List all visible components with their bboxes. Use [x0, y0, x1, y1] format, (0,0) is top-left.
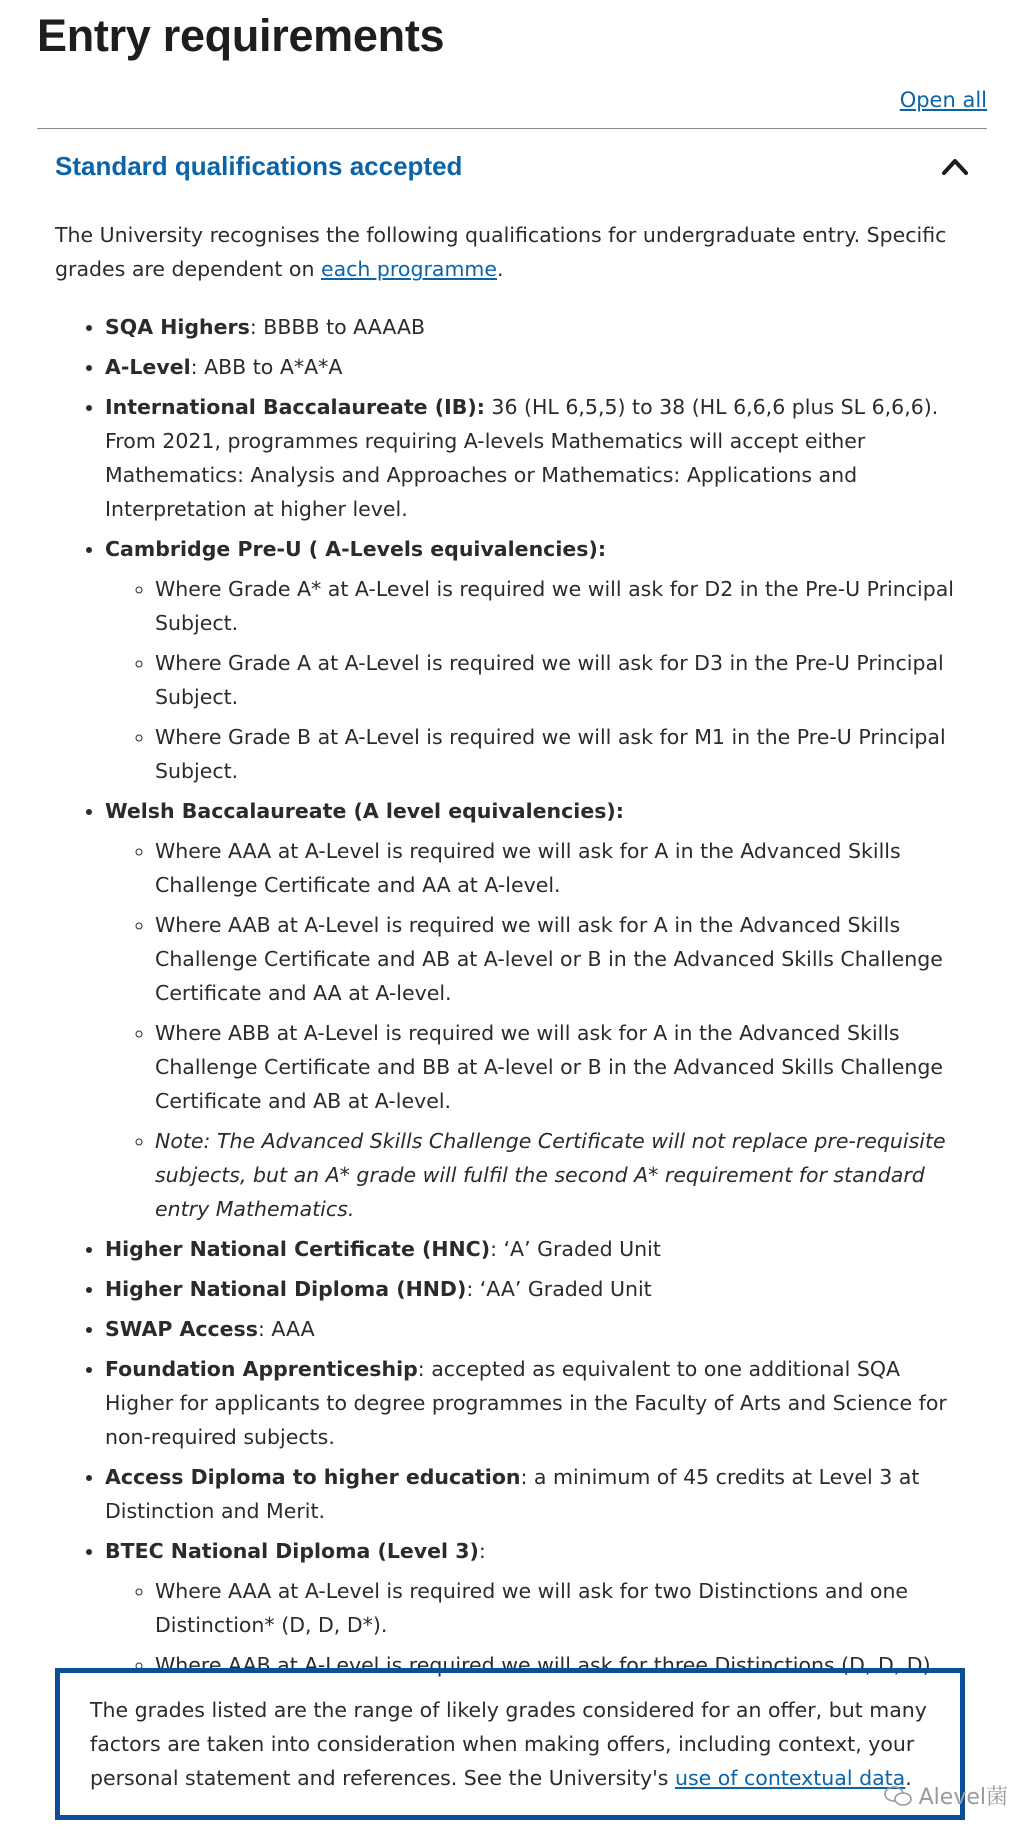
qualification-text: : AAA	[257, 1317, 315, 1341]
qualification-label: Access Diploma to higher education	[105, 1465, 521, 1489]
qualification-sublist	[105, 572, 967, 788]
qualification-sublist	[105, 834, 967, 1226]
qualification-subitem: ◦ Where AAB at A-Level is required we will ask for three Distinctions (D, D, D).	[155, 1648, 967, 1682]
qualification-subitem: ◦ Where Grade A* at A-Level is required we will ask for D2 in the Pre-U Principal Subject.	[155, 572, 967, 640]
page-title: Entry requirements	[37, 10, 445, 61]
qualification-label: SQA Highers	[105, 315, 250, 339]
qualification-text: : BBBB to AAAAB	[249, 315, 426, 339]
accordion-header[interactable]	[37, 129, 987, 209]
qualification-item	[105, 1460, 967, 1528]
watermark-text: Alevel菌	[918, 1785, 1008, 1810]
qualification-text: :	[478, 1539, 486, 1563]
intro-text-end: .	[497, 257, 504, 281]
open-all-link[interactable]: Open all	[899, 88, 987, 112]
qualification-text: : accepted as equivalent to one additional SQA Higher for applicants to degree programmes in the Faculty of Arts and Science for non-required subjects.	[105, 1357, 947, 1449]
chevron-up-icon[interactable]	[941, 155, 969, 177]
qualification-text: : ABB to A*A*A	[190, 355, 343, 379]
qualification-label: Higher National Certificate (HNC)	[105, 1237, 491, 1261]
qualification-subitem: ◦ Where Grade A at A-Level is required we will ask for D3 in the Pre-U Principal Subject.	[155, 646, 967, 714]
qualification-item	[105, 794, 967, 1226]
qualification-label: Welsh Baccalaureate (A level equivalencies):	[105, 799, 624, 823]
contextual-data-link[interactable]: use of contextual data	[674, 1766, 906, 1790]
qualification-item	[105, 1312, 967, 1346]
qualification-subitem: ◦ Where AAA at A-Level is required we will ask for two Distinctions and one Distinction* (D, D, D*).	[155, 1574, 967, 1642]
qualification-item	[105, 1272, 967, 1306]
qualification-item	[105, 310, 967, 344]
qualification-item	[105, 350, 967, 384]
accordion-content	[55, 218, 967, 1688]
callout-text-end: .	[905, 1766, 912, 1790]
qualification-item	[105, 1352, 967, 1454]
qualification-label: Higher National Diploma (HND)	[105, 1277, 467, 1301]
intro-paragraph	[55, 218, 967, 286]
qualification-text: : a minimum of 45 credits at Level 3 at Distinction and Merit.	[105, 1465, 920, 1523]
qualification-label: International Baccalaureate (IB):	[105, 395, 485, 419]
callout-text: The grades listed are the range of likely grades considered for an offer, but many factors are taken into consideration when making offers, including context, your personal statement and references. See the University's	[90, 1698, 927, 1790]
qualification-text: : ‘A’ Graded Unit	[490, 1237, 661, 1261]
qualification-text: 36 (HL 6,5,5) to 38 (HL 6,6,6 plus SL 6,6,6). From 2021, programmes requiring A-levels Mathematics will accept either Mathematics: Analysis and Approaches or Mathematics: Applications and Interpretation at higher level.	[105, 395, 939, 521]
qualification-label: SWAP Access	[105, 1317, 258, 1341]
qualification-subitem: ◦ Where AAB at A-Level is required we will ask for A in the Advanced Skills Challenge Certificate and AB at A-level or B in the Advanced Skills Challenge Certificate and AA at A-level.	[155, 908, 967, 1010]
qualification-subitem: ◦ Where Grade B at A-Level is required we will ask for M1 in the Pre-U Principal Subject.	[155, 720, 967, 788]
intro-text: The University recognises the following qualifications for undergraduate entry. Specific grades are dependent on	[55, 223, 947, 281]
qualification-label: Cambridge Pre-U ( A-Levels equivalencies):	[105, 537, 607, 561]
qualification-item	[105, 390, 967, 526]
qualification-item	[105, 1534, 967, 1682]
qualification-label: BTEC National Diploma (Level 3)	[105, 1539, 479, 1563]
qualification-subitem: ◦ Where AAA at A-Level is required we will ask for A in the Advanced Skills Challenge Certificate and AA at A-level.	[155, 834, 967, 902]
qualifications-list	[55, 310, 967, 1682]
qualification-item	[105, 1232, 967, 1266]
qualification-label: A-Level	[105, 355, 191, 379]
qualification-subitem: ◦ Where ABB at A-Level is required we will ask for A in the Advanced Skills Challenge Certificate and BB at A-level or B in the Advanced Skills Challenge Certificate and AB at A-level.	[155, 1016, 967, 1118]
each-programme-link[interactable]: each programme	[320, 257, 498, 281]
watermark	[883, 1780, 1008, 1811]
qualification-text: : ‘AA’ Graded Unit	[466, 1277, 652, 1301]
qualification-label: Foundation Apprenticeship	[105, 1357, 418, 1381]
qualification-sublist	[105, 1574, 967, 1682]
qualification-item	[105, 532, 967, 788]
grades-callout	[55, 1668, 965, 1820]
wechat-icon	[883, 1785, 913, 1807]
accordion-title[interactable]: Standard qualifications accepted	[55, 151, 463, 181]
qualification-note: ◦ Note: The Advanced Skills Challenge Certificate will not replace pre-requisite subjects, but an A* grade will fulfil the second A* requirement for standard entry Mathematics.	[155, 1124, 967, 1226]
